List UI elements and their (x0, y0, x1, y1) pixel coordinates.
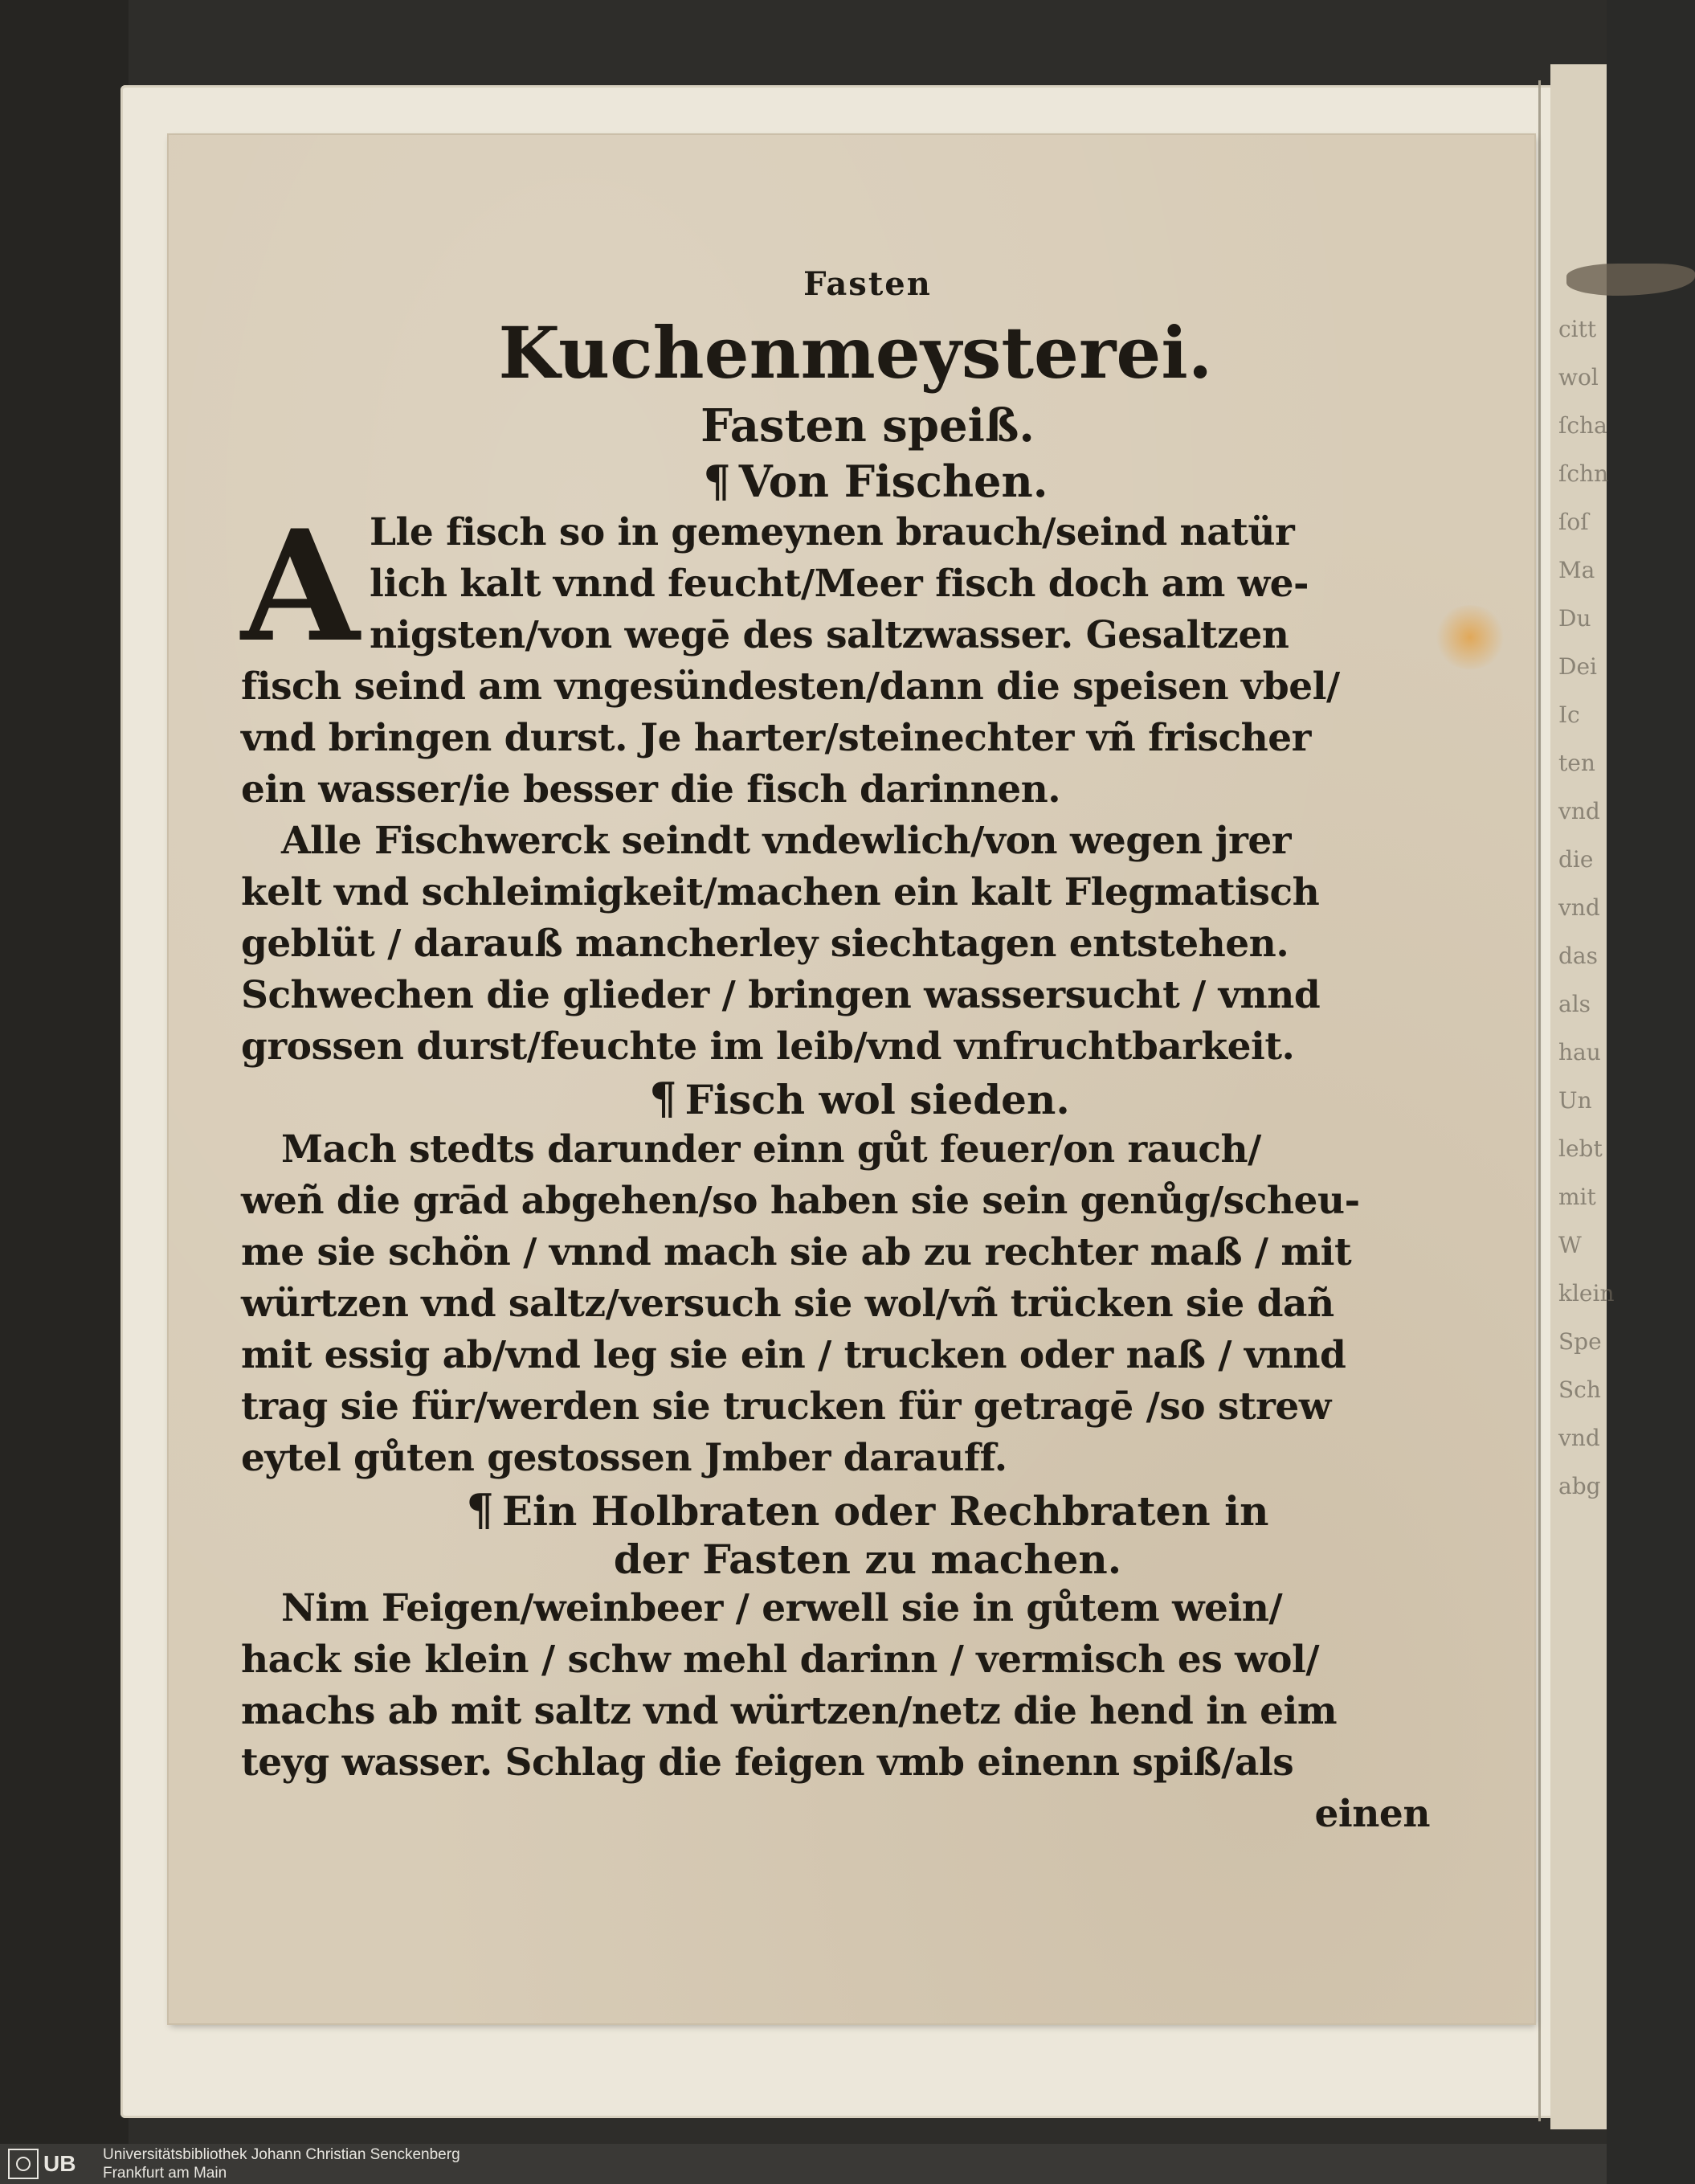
text-line: ein wasser/ie besser die fisch darinnen. (241, 767, 1061, 812)
text-line: trag sie für/werden sie trucken für getragē /so strew (241, 1384, 1331, 1429)
text-line: würtzen vnd saltz/versuch sie wol/vñ trücken sie dañ (241, 1282, 1334, 1326)
section-heading-fish: ¶ Von Fischen. (703, 456, 1048, 507)
text-line: hack sie klein / schw mehl darinn / vermisch es wol/ (241, 1638, 1319, 1682)
facing-page-fragment: ſoſ (1558, 509, 1589, 535)
text-line: Schwechen die glieder / bringen wassersucht / vnnd (241, 973, 1321, 1017)
text-line: lich kalt vnnd feucht/Meer fisch doch am we- (370, 562, 1309, 606)
text-line: me sie schön / vnnd mach sie ab zu rechter maß / mit (241, 1230, 1352, 1274)
pilcrow-icon: ¶ (703, 456, 731, 507)
facing-page-fragment: vnd (1558, 894, 1600, 921)
facing-page-fragment: mit (1558, 1184, 1596, 1210)
page-tear (1566, 264, 1695, 296)
text-line: nigsten/von wegē des saltzwasser. Gesaltzen (370, 613, 1289, 657)
text-line: vnd bringen durst. Je harter/steinechter vñ frischer (241, 716, 1311, 760)
facing-page-fragment: wol (1558, 364, 1599, 391)
facing-page-text (1558, 305, 1615, 1511)
text-line: Nim Feigen/weinbeer / erwell sie in gůtem wein/ (281, 1586, 1283, 1630)
facing-page-fragment: citt (1558, 316, 1597, 342)
page-text (241, 265, 1446, 1840)
binding-edge (1538, 80, 1541, 2121)
pilcrow-icon: ¶ (466, 1484, 494, 1536)
text-line: Lle fisch so in gemeynen brauch/seind natür (370, 510, 1295, 554)
section-heading-roast: ¶ Ein Holbraten oder Rechbraten in der Fasten zu machen. (466, 1484, 1269, 1583)
text-line: fisch seind am vngesündesten/dann die speisen vbel/ (241, 665, 1340, 709)
facing-page-fragment: hau (1558, 1039, 1601, 1065)
text-line: mit essig ab/vnd leg sie ein / trucken oder naß / vnnd (241, 1333, 1346, 1377)
decorated-initial: A (241, 497, 359, 676)
facing-page-fragment: vnd (1558, 1425, 1600, 1451)
paragraph-fish-effects (241, 816, 1446, 1073)
facing-page-fragment: Un (1558, 1087, 1592, 1114)
pilcrow-icon: ¶ (649, 1073, 677, 1124)
paragraph-boil (241, 1124, 1446, 1484)
facing-page-fragment: klein (1558, 1280, 1615, 1307)
facing-page-fragment: ſchn (1558, 460, 1609, 487)
facing-page-fragment: lebt (1558, 1135, 1603, 1162)
facing-page-fragment: das (1558, 943, 1598, 969)
facing-page-fragment: W (1558, 1232, 1582, 1258)
facing-page-fragment: abg (1558, 1473, 1601, 1499)
facing-page-fragment: vnd (1558, 798, 1600, 824)
text-line: Alle Fischwerck seindt vndewlich/von wegen jrer (281, 819, 1292, 863)
facing-page-fragment: Sch (1558, 1376, 1601, 1403)
catchword: einen (1314, 1792, 1430, 1836)
backdrop (0, 0, 129, 2144)
paragraph-fish-intro (241, 497, 1446, 816)
paragraph-roast (241, 1583, 1446, 1840)
library-logo[interactable] (8, 2149, 88, 2179)
facing-page-fragment: die (1558, 846, 1594, 873)
facing-page-fragment: Ma (1558, 557, 1595, 583)
facing-page-fragment: Spe (1558, 1328, 1602, 1355)
text-line: Mach stedts darunder einn gůt feuer/on rauch/ (281, 1127, 1261, 1172)
text-line: grossen durst/feuchte im leib/vnd vnfruchtbarkeit. (241, 1025, 1295, 1069)
text-line: teyg wasser. Schlag die feigen vmb einenn spiß/als (241, 1740, 1294, 1785)
page-subtitle: Fasten speiß. (700, 399, 1035, 452)
text-line: weñ die grād abgehen/so haben sie sein genůg/scheu- (241, 1179, 1360, 1223)
section-heading-boil: ¶ Fisch wol sieden. (649, 1073, 1070, 1124)
facing-page-fragment: als (1558, 991, 1591, 1017)
facing-page-fragment: Ic (1558, 701, 1580, 728)
library-logo-icon (8, 2149, 39, 2179)
institution-credit (103, 2145, 460, 2182)
page-title: Kuchenmeysterei. (498, 311, 1213, 395)
running-head: Fasten (803, 265, 932, 303)
text-line: kelt vnd schleimigkeit/machen ein kalt Flegmatisch (241, 870, 1320, 914)
facing-page-fragment: Du (1558, 605, 1591, 632)
text-line: eytel gůten gestossen Jmber darauff. (241, 1436, 1007, 1480)
facing-page-fragment: ten (1558, 750, 1595, 776)
text-line: machs ab mit saltz vnd würtzen/netz die hend in eim (241, 1689, 1338, 1733)
institution-city: Frankfurt am Main (103, 2165, 227, 2182)
facing-page-fragment: ſcha (1558, 412, 1607, 439)
footer-bar (0, 2144, 1607, 2184)
text-line: geblüt / darauß mancherley siechtagen entstehen. (241, 922, 1289, 966)
logo-text: UB (43, 2151, 76, 2176)
institution-name: Universitätsbibliothek Johann Christian Senckenberg (103, 2146, 460, 2163)
facing-page-fragment: Dei (1558, 653, 1597, 680)
